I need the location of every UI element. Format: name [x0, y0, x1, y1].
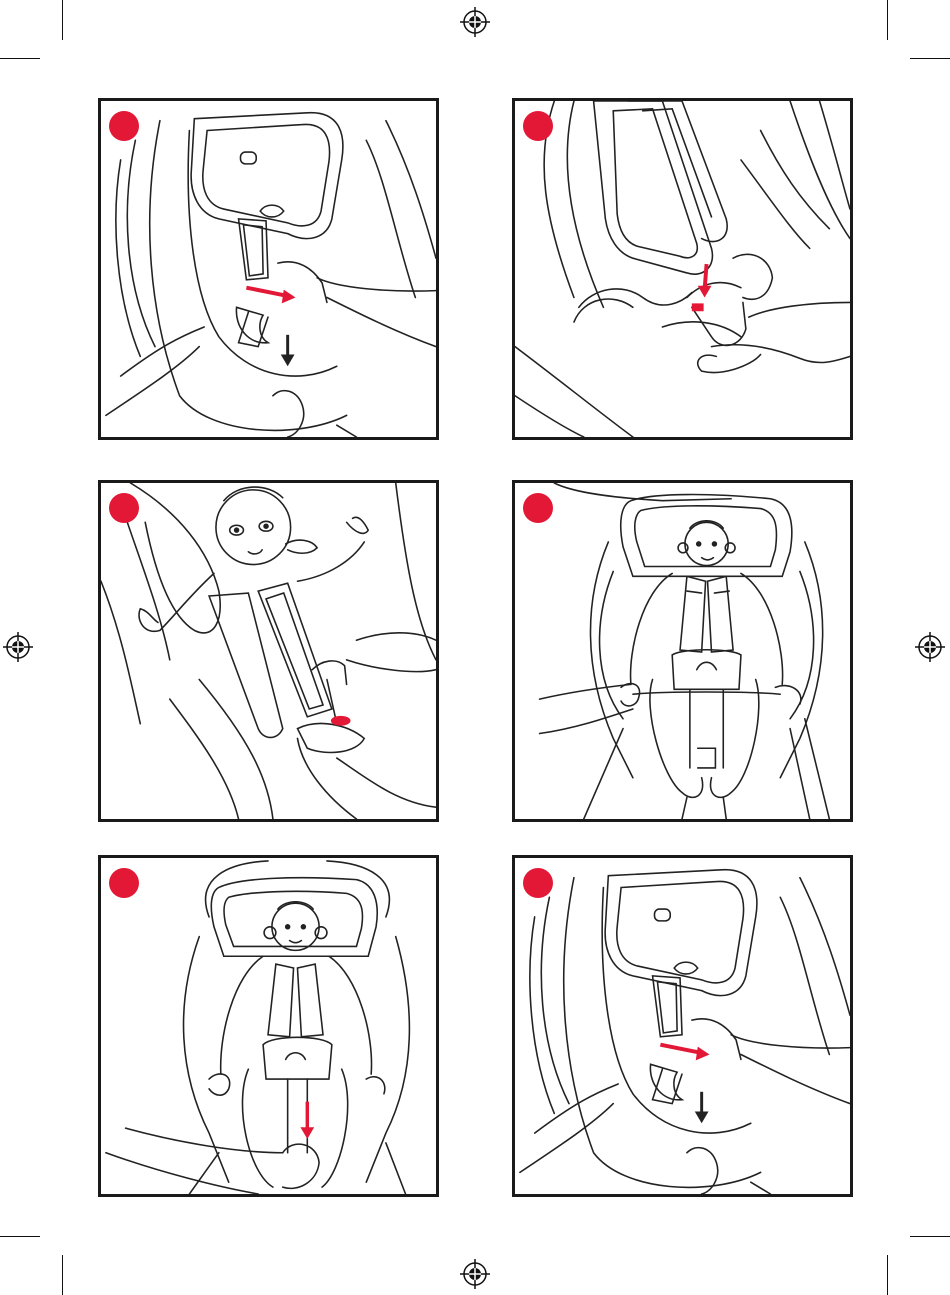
crop-mark [62, 1255, 63, 1295]
pull-down-arrow [101, 858, 436, 1194]
child-harnessed-front-illustration [515, 483, 850, 819]
registration-mark-icon [460, 7, 490, 37]
step-panel-6 [512, 855, 853, 1197]
crop-mark [910, 58, 950, 59]
pull-direction-arrows [101, 101, 436, 437]
registration-mark-icon [915, 632, 945, 662]
step-number-marker [523, 111, 553, 141]
press-direction-arrow [515, 101, 850, 437]
step-number-marker [109, 111, 139, 141]
registration-mark-icon [3, 632, 33, 662]
pull-direction-arrows [515, 858, 850, 1194]
step-number-marker [523, 868, 553, 898]
step-number-marker [109, 493, 139, 523]
step-panel-4 [512, 480, 853, 822]
step-number-marker [109, 868, 139, 898]
step-panel-5 [98, 855, 439, 1197]
step-number-marker [523, 493, 553, 523]
step-panel-3 [98, 480, 439, 822]
crop-mark [0, 58, 40, 59]
registration-mark-icon [460, 1259, 490, 1289]
crop-mark [910, 1236, 950, 1237]
buckle-release-indicator [101, 483, 436, 819]
crop-mark [0, 1236, 40, 1237]
crop-mark [887, 0, 888, 40]
step-panel-2 [512, 98, 853, 440]
step-panel-1 [98, 98, 439, 440]
crop-mark [62, 0, 63, 40]
crop-mark [887, 1255, 888, 1295]
